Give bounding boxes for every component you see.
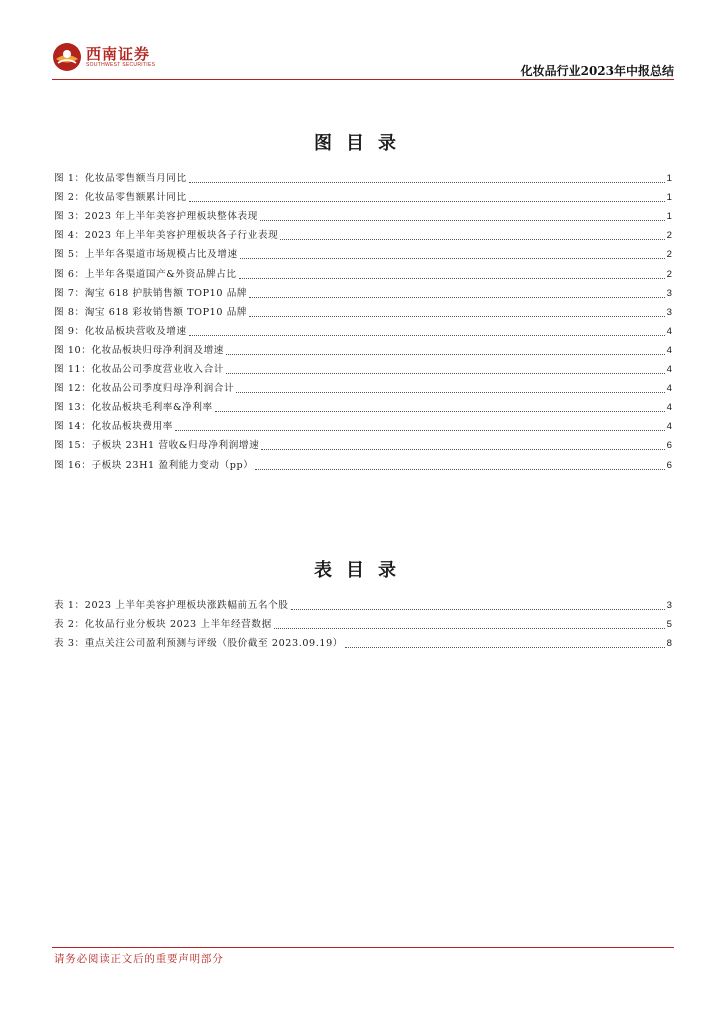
figure-entry-page: 4 xyxy=(666,421,672,433)
figure-entry-page: 2 xyxy=(666,230,672,242)
dot-leader xyxy=(189,200,665,202)
figure-entry-page: 6 xyxy=(666,440,672,452)
figure-entry-page: 4 xyxy=(666,364,672,376)
figure-entry-page: 1 xyxy=(666,192,672,204)
figure-entry[interactable] xyxy=(54,395,672,414)
dot-leader xyxy=(189,334,665,336)
figure-entry[interactable] xyxy=(54,223,672,242)
figure-entry[interactable] xyxy=(54,433,672,452)
dot-leader xyxy=(280,238,664,240)
figure-entry-page: 4 xyxy=(666,402,672,414)
dot-leader xyxy=(239,277,665,279)
logo-chinese-name: 西南证券 xyxy=(86,44,151,63)
figure-index-title: 图目录 xyxy=(314,133,410,154)
figure-entry-label: 图 7：淘宝 618 护肤销售额 TOP10 品牌 xyxy=(54,287,248,299)
header-divider xyxy=(52,79,674,80)
figure-entry-label: 图 6：上半年各渠道国产&外资品牌占比 xyxy=(54,268,237,280)
dot-leader xyxy=(189,181,665,183)
figure-entry-label: 图 12：化妆品公司季度归母净利润合计 xyxy=(54,383,235,395)
table-entry[interactable] xyxy=(54,612,672,631)
figure-entry[interactable] xyxy=(54,357,672,376)
figure-entry-page: 6 xyxy=(666,459,672,471)
page-header xyxy=(52,40,674,82)
footer-disclaimer: 请务必阅读正文后的重要声明部分 xyxy=(54,953,224,965)
figure-entry-label: 图 15：子板块 23H1 营收&归母净利润增速 xyxy=(54,440,260,452)
figure-entry[interactable] xyxy=(54,319,672,338)
table-entry-label: 表 1：2023 上半年美容护理板块涨跌幅前五名个股 xyxy=(54,600,289,612)
figure-entry-label: 图 8：淘宝 618 彩妆销售额 TOP10 品牌 xyxy=(54,306,248,318)
dot-leader xyxy=(226,353,665,355)
figure-entry[interactable] xyxy=(54,261,672,280)
dot-leader xyxy=(249,315,665,317)
figure-entry-page: 4 xyxy=(666,383,672,395)
dot-leader xyxy=(240,257,665,259)
figure-entry[interactable] xyxy=(54,166,672,185)
dot-leader xyxy=(226,372,665,374)
figure-entry-label: 图 2：化妆品零售额累计同比 xyxy=(54,192,187,204)
table-entry-page: 3 xyxy=(666,600,672,612)
figure-entry-label: 图 4：2023 年上半年美容护理板块各子行业表现 xyxy=(54,230,279,242)
table-index-list xyxy=(54,593,672,650)
figure-entry-page: 1 xyxy=(666,211,672,223)
figure-entry[interactable] xyxy=(54,414,672,433)
figure-entry[interactable] xyxy=(54,185,672,204)
figure-index-list xyxy=(54,166,672,472)
figure-entry-label: 图 5：上半年各渠道市场规模占比及增速 xyxy=(54,249,238,261)
dot-leader xyxy=(260,219,665,221)
dot-leader xyxy=(249,296,665,298)
figure-entry-page: 2 xyxy=(666,268,672,280)
company-logo-icon xyxy=(52,42,82,72)
logo-english-name: SOUTHWEST SECURITIES xyxy=(86,61,156,68)
table-entry-page: 5 xyxy=(666,619,672,631)
figure-entry-label: 图 14：化妆品板块费用率 xyxy=(54,421,173,433)
figure-entry-label: 图 1：化妆品零售额当月同比 xyxy=(54,173,187,185)
figure-entry-page: 4 xyxy=(666,325,672,337)
report-title: 化妆品行业2023年中报总结 xyxy=(520,64,674,78)
dot-leader xyxy=(255,468,664,470)
figure-entry-page: 3 xyxy=(666,287,672,299)
dot-leader xyxy=(274,627,665,629)
figure-entry-page: 4 xyxy=(666,344,672,356)
figure-entry[interactable] xyxy=(54,338,672,357)
figure-entry-label: 图 13：化妆品板块毛利率&净利率 xyxy=(54,402,213,414)
figure-entry-page: 1 xyxy=(666,173,672,185)
figure-entry-label: 图 3：2023 年上半年美容护理板块整体表现 xyxy=(54,211,258,223)
company-logo xyxy=(52,42,155,72)
figure-entry[interactable] xyxy=(54,204,672,223)
figure-entry[interactable] xyxy=(54,376,672,395)
dot-leader xyxy=(215,410,665,412)
footer-divider xyxy=(52,947,674,948)
table-entry[interactable] xyxy=(54,593,672,612)
figure-entry[interactable] xyxy=(54,242,672,261)
figure-entry-page: 2 xyxy=(666,249,672,261)
figure-entry-page: 3 xyxy=(666,306,672,318)
dot-leader xyxy=(175,429,665,431)
figure-entry-label: 图 11：化妆品公司季度营业收入合计 xyxy=(54,364,224,376)
figure-entry-label: 图 9：化妆品板块营收及增速 xyxy=(54,325,187,337)
figure-entry-label: 图 16：子板块 23H1 盈利能力变动（pp） xyxy=(54,459,254,471)
table-entry-label: 表 2：化妆品行业分板块 2023 上半年经营数据 xyxy=(54,619,272,631)
table-entry[interactable] xyxy=(54,631,672,650)
table-entry-page: 8 xyxy=(666,638,672,650)
dot-leader xyxy=(345,646,665,648)
dot-leader xyxy=(236,391,664,393)
table-index-title: 表目录 xyxy=(314,560,410,581)
figure-entry[interactable] xyxy=(54,300,672,319)
figure-entry-label: 图 10：化妆品板块归母净利润及增速 xyxy=(54,344,224,356)
dot-leader xyxy=(261,448,664,450)
figure-entry[interactable] xyxy=(54,281,672,300)
figure-entry[interactable] xyxy=(54,452,672,471)
dot-leader xyxy=(291,608,665,610)
table-entry-label: 表 3：重点关注公司盈利预测与评级（股价截至 2023.09.19） xyxy=(54,638,344,650)
